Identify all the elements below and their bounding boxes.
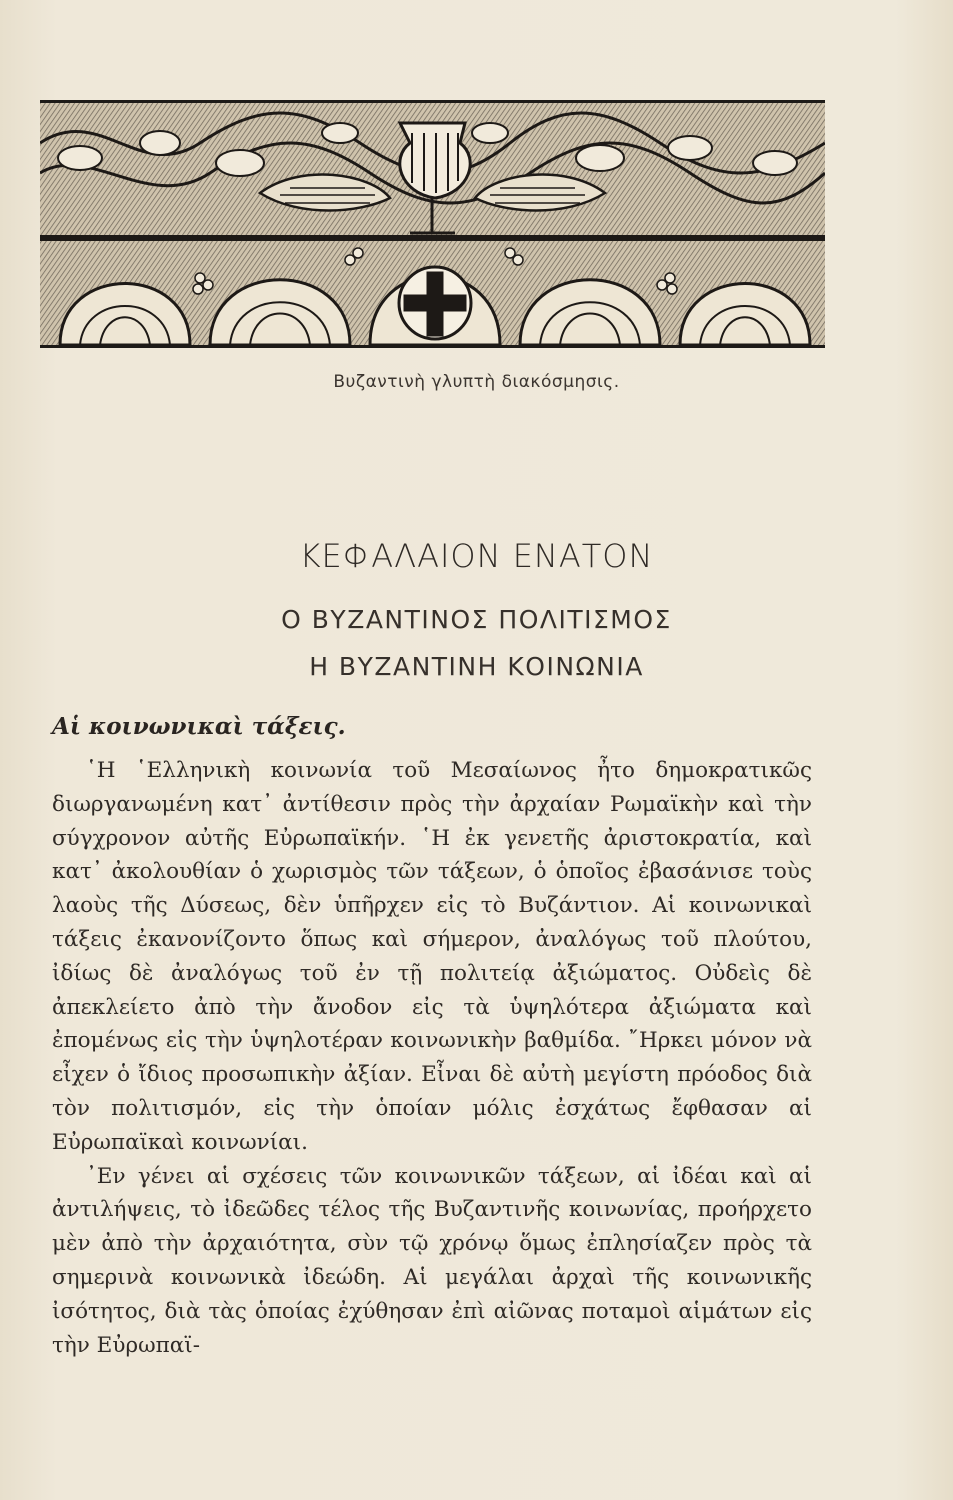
- chapter-title: ΚΕΦΑΛΑΙΟΝ ΕΝΑΤΟΝ: [299, 537, 654, 575]
- paragraph: ᾽Εν γένει αἱ σχέσεις τῶν κοινωνικῶν τάξεων, αἱ ἰδέαι καὶ αἱ ἀντιλήψεις, τὸ ἰδεῶδες τέλος τῆς Βυζαντινῆς κοινωνίας, προήρχετο μὲν ἀπὸ τὴν ἀρχαιότητα, σὺν τῷ χρόνῳ ὅμως ἐπλησίαζεν πρὸς τὰ σημερινὰ κοινωνικὰ ἰδεώδη. Αἱ μεγάλαι ἀρχαὶ τῆς κοινωνικῆς ἰσότητος, διὰ τὰς ὁποίας ἐχύθησαν ἐπὶ αἰῶνας ποταμοὶ αἱμάτων εἰς τὴν Εὐρωπαϊ-: [52, 1163, 812, 1358]
- byzantine-carved-frieze-icon: [40, 100, 825, 348]
- chapter-subtitle-1: Ο ΒΥΖΑΝΤΙΝΟΣ ΠΟΛΙΤΙΣΜΟΣ: [281, 605, 672, 634]
- figure-caption: Βυζαντινὴ γλυπτὴ διακόσμησις.: [333, 372, 620, 392]
- chapter-subtitle-2: Η ΒΥΖΑΝΤΙΝΗ ΚΟΙΝΩΝΙΑ: [309, 652, 644, 681]
- paragraph: ῾Η ῾Ελληνικὴ κοινωνία τοῦ Μεσαίωνος ἦτο δημοκρατικῶς διωργανωμένη κατ᾽ ἀντίθεσιν πρὸς τὴν ἀρχαίαν Ρωμαϊκὴν καὶ τὴν σύγχρονον αὐτῆς Εὐρωπαϊκήν. ῾Η ἐκ γενετῆς ἀριστοκρατία, καὶ κατ᾽ ἀκολουθίαν ὁ χωρισμὸς τῶν τάξεων, ὁ ὁποῖος ἐβασάνισε τοὺς λαοὺς τῆς Δύσεως, δὲν ὑπῆρχεν εἰς τὸ Βυζάντιον. Αἱ κοινωνικαὶ τάξεις ἐκανονίζοντο ὅπως καὶ σήμερον, ἀναλόγως τοῦ πλούτου, ἰδίως δὲ ἀναλόγως τοῦ ἐν τῇ πολιτείᾳ ἀξιώματος. Οὐδεὶς δὲ ἀπεκλείετο ἀπὸ τὴν ἄνοδον εἰς τὰ ὑψηλότερα ἀξιώματα καὶ ἐπομένως εἰς τὴν ὑψηλοτέραν κοινωνικὴν βαθμίδα. ῎Ηρκει μόνον νὰ εἶχεν ὁ ἴδιος προσωπικὴν ἀξίαν. Εἶναι δὲ αὐτὴ μεγίστη πρόοδος διὰ τὸν πολιτισμόν, εἰς τὴν ὁποίαν μόλις ἐσχάτως ἔφθασαν αἱ Εὐρωπαϊκαὶ κοινωνίαι.: [52, 758, 812, 1155]
- section-heading: Αἱ κοινωνικαὶ τάξεις.: [52, 713, 346, 740]
- body-text: [52, 754, 812, 1362]
